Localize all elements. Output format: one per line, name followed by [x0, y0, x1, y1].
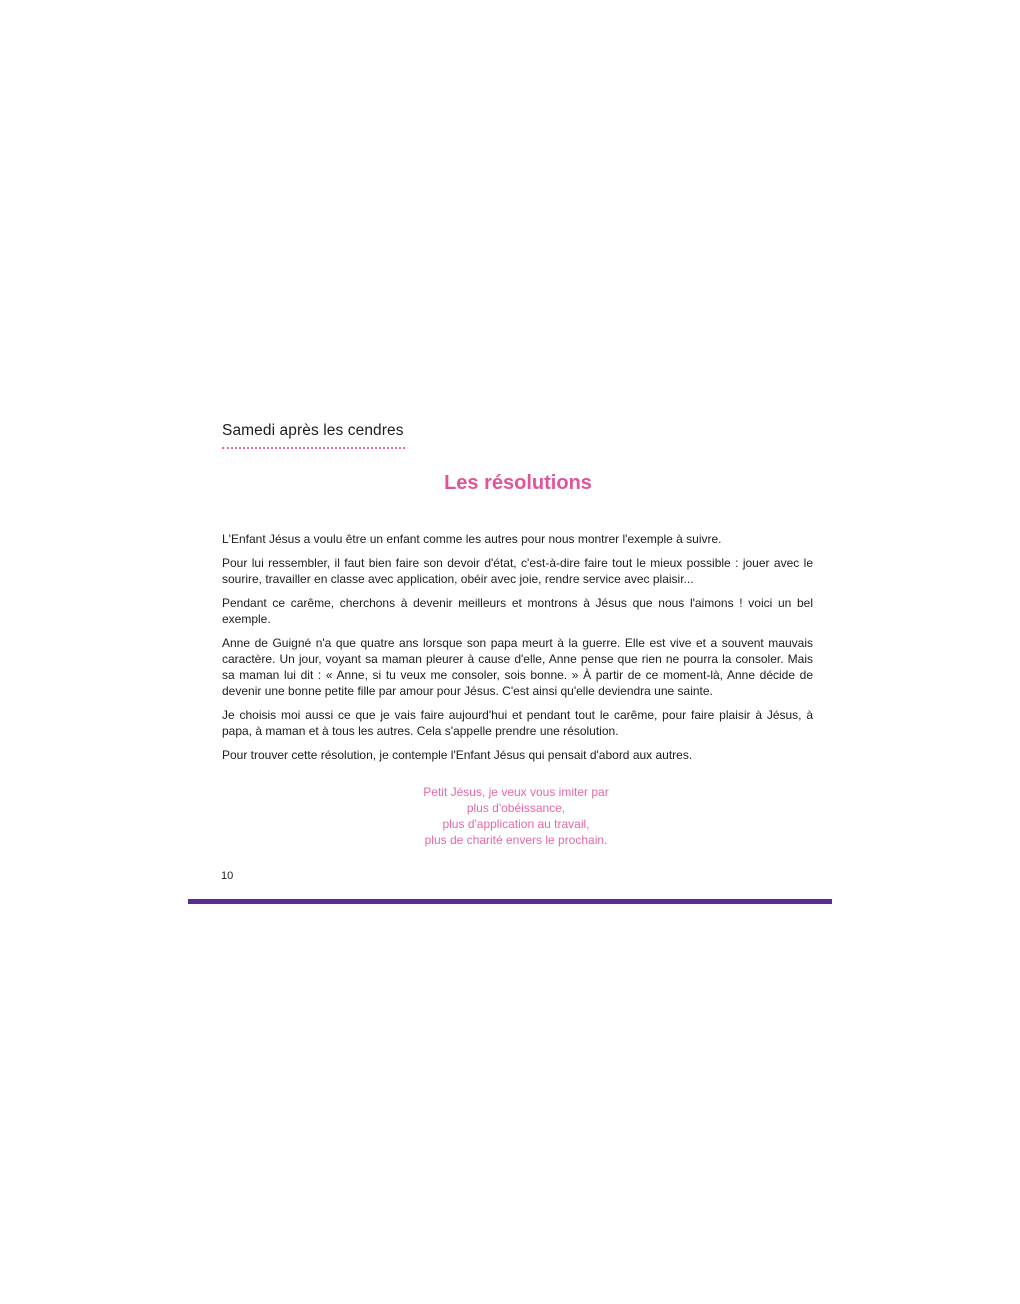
paragraph: Pour trouver cette résolution, je contemple l'Enfant Jésus qui pensait d'abord aux autres.	[222, 748, 693, 762]
paragraph: Pour lui ressembler, il faut bien faire son devoir d'état, c'est-à-dire faire tout le mieux possible : jouer avec le sourire, travailler en classe avec application, obéir avec joie, rendre service avec plaisir...	[222, 556, 813, 586]
body-text	[222, 531, 813, 771]
prayer-line: Petit Jésus, je veux vous imiter par	[423, 785, 609, 799]
paragraph: L'Enfant Jésus a voulu être un enfant comme les autres pour nous montrer l'exemple à suivre.	[222, 532, 722, 546]
footer-bar	[188, 899, 832, 904]
prayer-line: plus de charité envers le prochain.	[424, 833, 608, 847]
page-number: 10	[221, 870, 234, 882]
prayer-line: plus d'obéissance,	[466, 801, 566, 815]
section-title: Les résolutions	[444, 472, 592, 494]
paragraph: Pendant ce carême, cherchons à devenir meilleurs et montrons à Jésus que nous l'aimons ! voici un bel exemple.	[222, 596, 813, 626]
day-title: Samedi après les cendres	[222, 422, 404, 439]
paragraph: Anne de Guigné n'a que quatre ans lorsque son papa meurt à la guerre. Elle est vive et a souvent mauvais caractère. Un jour, voyant sa maman pleurer à cause d'elle, Anne pense que rien ne pourra la consoler. Mais sa maman lui dit : « Anne, si tu veux me consoler, sois bonne. » À partir de ce moment-là, Anne décide de devenir une bonne petite fille par amour pour Jésus. C'est ainsi qu'elle deviendra une sainte.	[222, 636, 813, 698]
prayer-line: plus d'application au travail,	[442, 817, 590, 831]
day-title-underline	[222, 447, 405, 449]
paragraph: Je choisis moi aussi ce que je vais faire aujourd'hui et pendant tout le carême, pour faire plaisir à Jésus, à papa, à maman et à tous les autres. Cela s'appelle prendre une résolution.	[222, 708, 813, 738]
prayer-block	[366, 784, 666, 848]
